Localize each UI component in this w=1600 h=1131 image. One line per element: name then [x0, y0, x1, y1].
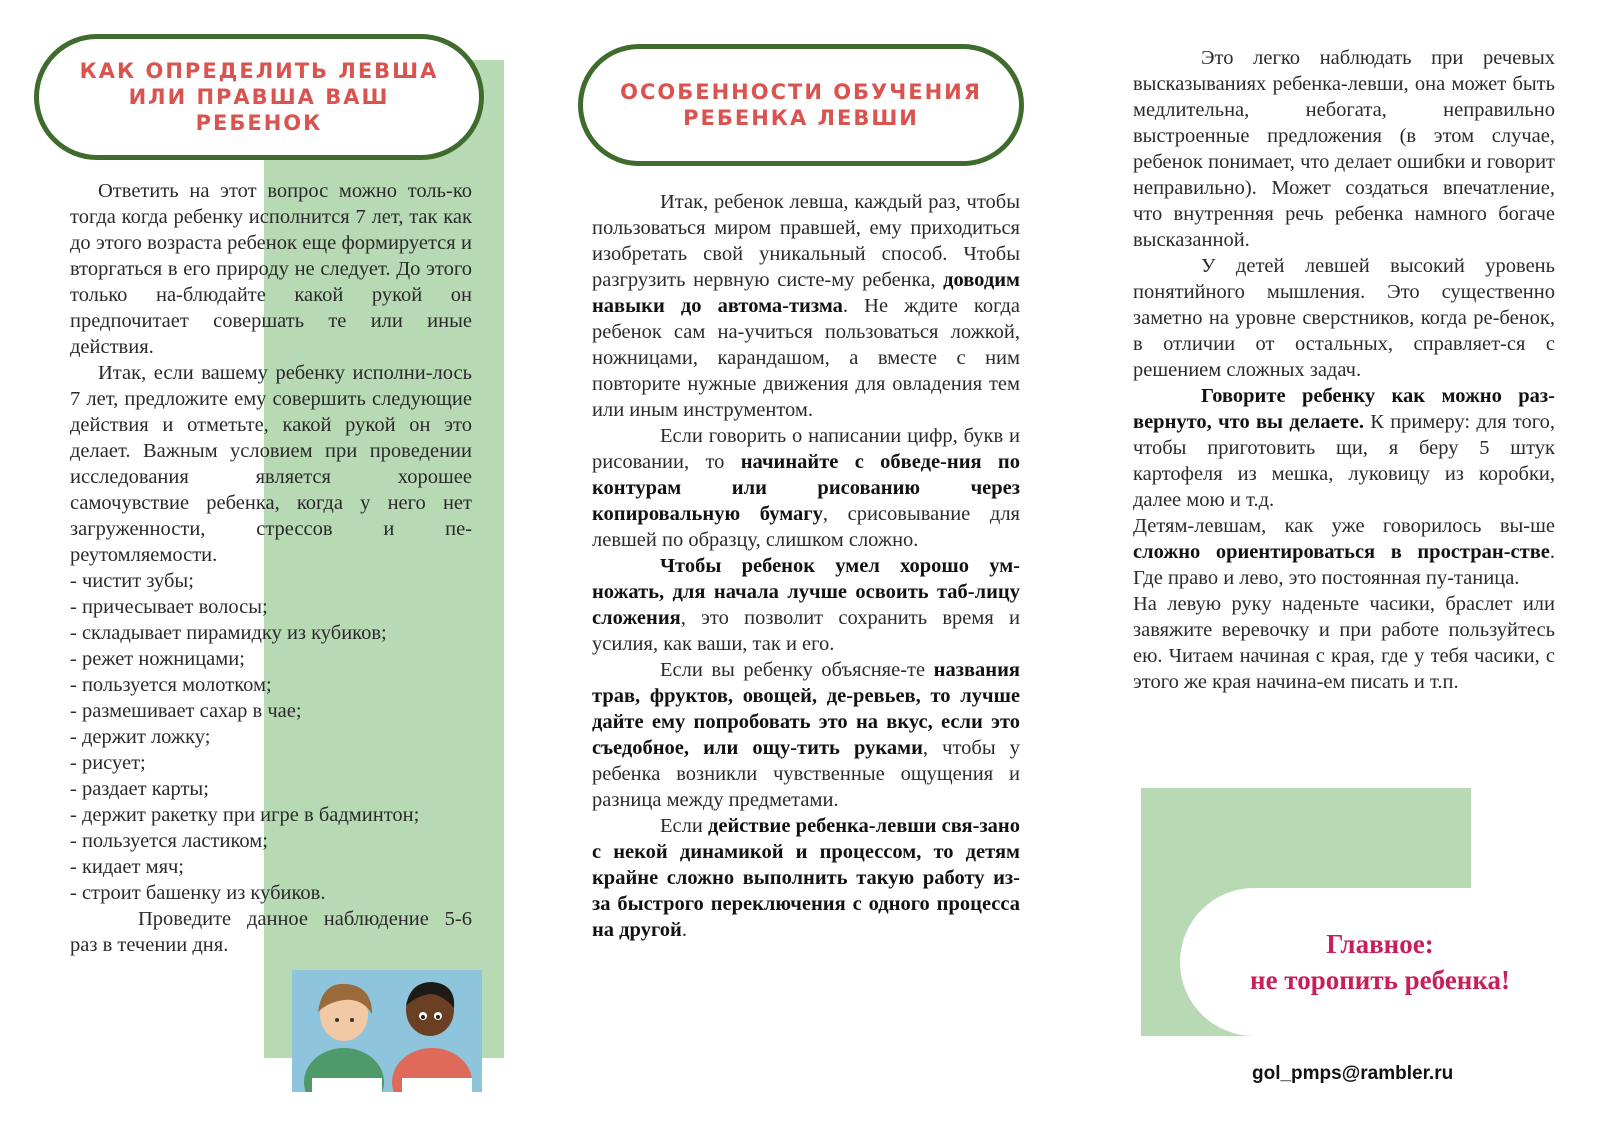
text-run: Если вы ребенку объясняе-те: [660, 659, 934, 681]
panel3-text: [1133, 45, 1555, 695]
action-item: - чистит зубы;: [70, 570, 194, 592]
panel1-text: [70, 178, 472, 958]
bold-run: действие ребенка-левши свя-зано с некой динамикой и процессом, то детям крайне сложно выполнить такую работу из-за быстрого переключения с одного процесса на другой: [592, 815, 1020, 941]
action-item: - рисует;: [70, 752, 146, 774]
text-run: Если говорить о написании цифр, букв и рисовании, то: [592, 425, 1020, 473]
callout: [1180, 888, 1580, 1036]
panel2-title-pill: [578, 44, 1024, 166]
text-run: , чтобы у ребенка возникли чувственные ощущения и разница между предметами.: [592, 737, 1021, 811]
callout-line: Главное:: [1326, 929, 1434, 959]
text-run: , срисовывание для левшей по образцу, слишком сложно.: [592, 503, 1020, 551]
panel3-paragraph: [1133, 383, 1555, 513]
panel1-title-line: КАК ОПРЕДЕЛИТЬ ЛЕВША: [79, 59, 439, 83]
action-item: - держит ракетку при игре в бадминтон;: [70, 804, 420, 826]
bold-run: сложно ориентироваться в простран-стве: [1133, 541, 1550, 563]
text-run: Итак, ребенок левша, каждый раз, чтобы пользоваться миром правшей, ему приходиться изобретать свой уникальный способ. Чтобы разгрузить нервную систе-му ребенка,: [592, 191, 1020, 291]
text-run: . Где право и лево, это постоянная пу-таница.: [1133, 541, 1555, 589]
children-illustration: [292, 970, 482, 1092]
action-item: - причесывает волосы;: [70, 596, 268, 618]
panel2-title-line: РЕБЕНКА ЛЕВШИ: [683, 106, 919, 130]
action-item: - строит башенку из кубиков.: [70, 882, 326, 904]
panel1-title-pill: [34, 34, 484, 160]
panel2-paragraph: [592, 657, 1020, 813]
bold-run: Говорите ребенку как можно раз-вернуто, что вы делаете.: [1133, 385, 1555, 433]
text-run: .: [681, 919, 687, 941]
panel3-paragraph: Это легко наблюдать при речевых высказываниях ребенка-левши, она может быть медлительна, небогата, неправильно выстроенные предложения (в этом случае, ребенок понимает, что делает ошибки и говорит неправильно). Может создаться впечатление, что внутренняя речь ребенка намного богаче высказанной.: [1133, 47, 1555, 251]
panel1-closing: Проведите данное наблюдение 5-6 раз в течении дня.: [70, 908, 472, 956]
action-item: - размешивает сахар в чае;: [70, 700, 302, 722]
bold-run: начинайте с обведе-ния по контурам или рисованию через копировальную бумагу: [592, 451, 1020, 525]
action-item: - пользуется ластиком;: [70, 830, 268, 852]
panel3-paragraph: На левую руку наденьте часики, браслет или завяжите веревочку и при работе пользуйтесь ею. Читаем начиная с края, где у тебя часики, с этого же края начина-ем писать и т.п.: [1133, 593, 1555, 693]
text-run: К примеру: для того, чтобы приготовить щи, я беру 5 штук картофеля из мешка, луковицу из коробки, далее мою и т.д.: [1133, 411, 1555, 511]
action-item: - режет ножницами;: [70, 648, 245, 670]
panel2-paragraph: [592, 189, 1020, 423]
panel3-paragraph: У детей левшей высокий уровень понятийного мышления. Это существенно заметно на уровне сверстников, когда ре-бенок, в отличии от остальных, справляет-ся с решением сложных задач.: [1133, 255, 1555, 381]
action-item: - складывает пирамидку из кубиков;: [70, 622, 387, 644]
text-run: . Не ждите когда ребенок сам на-учиться пользоваться ложкой, ножницами, карандашом, а вместе с ним повторите нужные движения для овладения тем или иным инструментом.: [592, 295, 1020, 421]
action-item: - пользуется молотком;: [70, 674, 272, 696]
actions-list: [70, 568, 472, 906]
text-run: Детям-левшам, как уже говорилось вы-ше: [1133, 515, 1555, 537]
panel2-paragraph: [592, 813, 1020, 943]
panel1-title-line: ИЛИ ПРАВША ВАШ: [128, 85, 390, 109]
bold-run: названия трав, фруктов, овощей, де-ревьев, то лучше дайте ему попробовать это на вкус, если это съедобное, или ощу-тить руками: [592, 659, 1020, 759]
panel3-paragraph: [1133, 513, 1555, 591]
action-item: - раздает карты;: [70, 778, 209, 800]
bold-run: Чтобы ребенок умел хорошо ум-ножать, для начала лучше освоить таб-лицу сложения: [592, 555, 1020, 629]
panel1-paragraph: Ответить на этот вопрос можно толь-ко тогда когда ребенку исполнится 7 лет, так как до этого возраста ребенок еще формируется и вторгаться в его природу не следует. До этого только на-блюдайте какой рукой он предпочитает совершать те или иные действия.: [70, 180, 472, 358]
action-item: - держит ложку;: [70, 726, 211, 748]
panel2-paragraph: [592, 553, 1020, 657]
panel2-text: [592, 189, 1020, 943]
bold-run: доводим навыки до автома-тизма: [592, 269, 1020, 317]
text-run: Если: [660, 815, 709, 837]
panel2-title-line: ОСОБЕННОСТИ ОБУЧЕНИЯ: [620, 80, 982, 104]
text-run: , это позволит сохранить время и усилия, как ваши, так и его.: [592, 607, 1020, 655]
panel1-paragraph: Итак, если вашему ребенку исполни-лось 7 лет, предложите ему совершить следующие действия и отметьте, какой рукой он это делает. Важным условием при проведении исследования является хорошее самочувствие ребенка, когда у него нет загруженности, стрессов и пе-реутомляемости.: [70, 362, 472, 566]
contact-email[interactable]: gol_pmps@rambler.ru: [1252, 1063, 1454, 1084]
action-item: - кидает мяч;: [70, 856, 185, 878]
callout-line: не торопить ребенка!: [1250, 965, 1510, 995]
panel1-title-line: РЕБЕНОК: [195, 111, 323, 135]
panel2-paragraph: [592, 423, 1020, 553]
children-drawing-icon: [292, 970, 482, 1092]
